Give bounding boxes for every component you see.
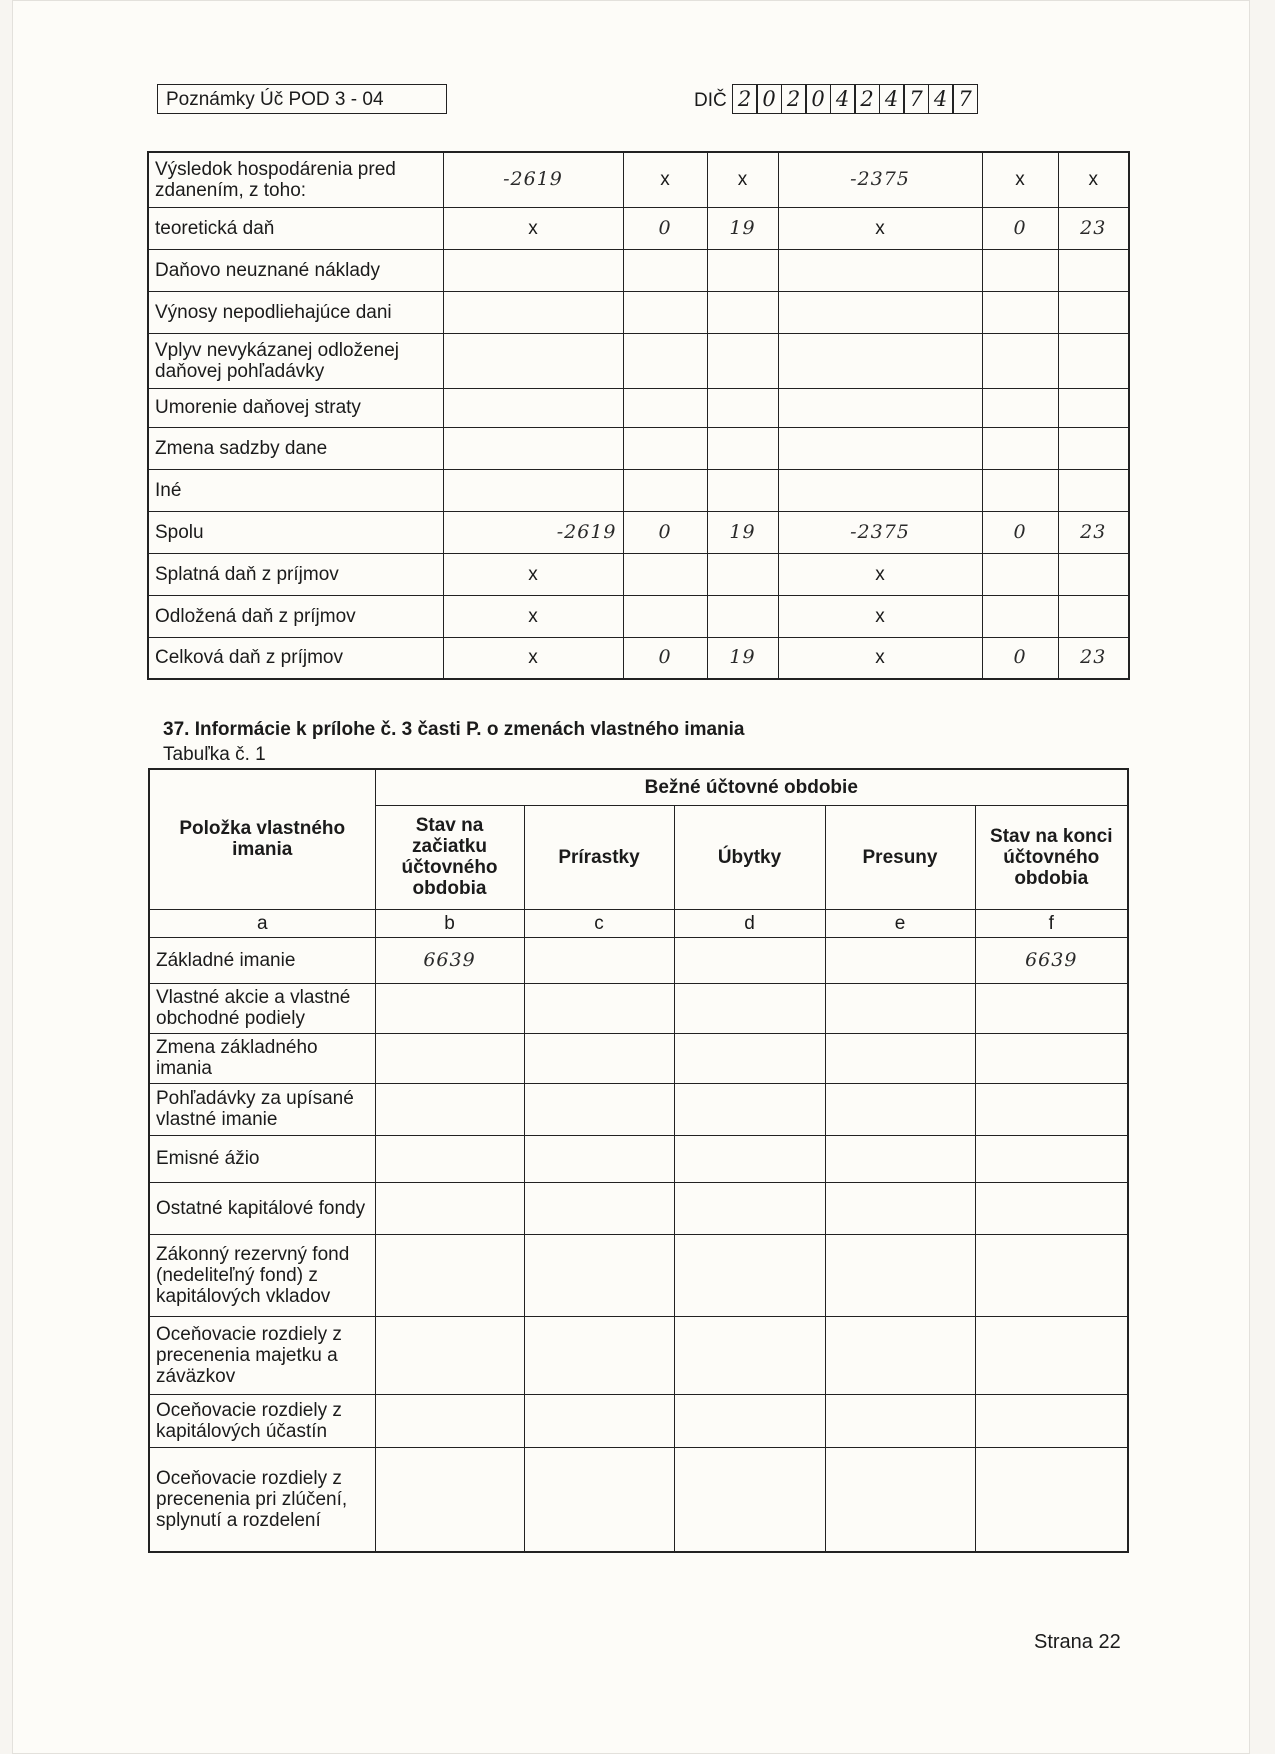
- column-header-end: Stav na konci účtovného obdobia: [975, 805, 1128, 909]
- header-row: [149, 769, 1128, 805]
- row-label: Oceňovacie rozdiely z kapitálových účastín: [149, 1394, 375, 1447]
- row-label: teoretická daň: [148, 207, 443, 249]
- column-letter: e: [825, 909, 975, 937]
- row-label: Oceňovacie rozdiely z precenenia majetku a záväzkov: [149, 1316, 375, 1394]
- table-cell: 0: [623, 207, 707, 249]
- table-cell: x: [443, 595, 623, 637]
- row-label: Výsledok hospodárenia pred zdanením, z toho:: [148, 152, 443, 207]
- table-cell: x: [443, 207, 623, 249]
- dic-digit: 0: [805, 84, 831, 114]
- column-letter: a: [149, 909, 375, 937]
- page-number: Strana 22: [1034, 1631, 1121, 1653]
- table-row: [149, 1447, 1128, 1552]
- table-row: [148, 511, 1129, 553]
- dic-label: DIČ: [694, 90, 727, 111]
- column-header-increase: Prírastky: [524, 805, 674, 909]
- table-cell: 23: [1058, 637, 1129, 679]
- table-cell: x: [623, 152, 707, 207]
- table-row: [148, 469, 1129, 511]
- table-cell: 6639: [375, 937, 524, 983]
- row-label: Spolu: [148, 511, 443, 553]
- table-row: [149, 1316, 1128, 1394]
- row-label: Vlastné akcie a vlastné obchodné podiely: [149, 983, 375, 1033]
- table-cell: 0: [982, 511, 1058, 553]
- table-cell: x: [1058, 152, 1129, 207]
- dic-digit-boxes: [733, 84, 978, 114]
- row-label: Základné imanie: [149, 937, 375, 983]
- table-cell: 0: [623, 511, 707, 553]
- column-letter: f: [975, 909, 1128, 937]
- equity-changes-table: [148, 768, 1129, 1553]
- row-label: Oceňovacie rozdiely z precenenia pri zlúčení, splynutí a rozdelení: [149, 1447, 375, 1552]
- row-label: Zmena základného imania: [149, 1033, 375, 1083]
- table-cell: 0: [982, 637, 1058, 679]
- row-label: Zákonný rezervný fond (nedeliteľný fond) z kapitálových vkladov: [149, 1234, 375, 1316]
- table-cell: 6639: [975, 937, 1128, 983]
- column-letter: b: [375, 909, 524, 937]
- table-cell: 19: [707, 637, 778, 679]
- row-label: Umorenie daňovej straty: [148, 388, 443, 427]
- table-row: [148, 249, 1129, 291]
- table-cell: -2375: [778, 511, 982, 553]
- table-row: [148, 333, 1129, 388]
- table-row: [149, 1394, 1128, 1447]
- table-cell: -2619: [443, 152, 623, 207]
- table-row: [148, 291, 1129, 333]
- table-cell: x: [707, 152, 778, 207]
- row-label: Emisné ážio: [149, 1135, 375, 1182]
- row-label: Iné: [148, 469, 443, 511]
- row-label: Pohľadávky za upísané vlastné imanie: [149, 1083, 375, 1135]
- section-title: 37. Informácie k prílohe č. 3 časti P. o zmenách vlastného imania: [163, 719, 745, 740]
- column-header-item: Položka vlastného imania: [149, 769, 375, 909]
- table-row: [148, 637, 1129, 679]
- table-cell: 19: [707, 511, 778, 553]
- table-row: [148, 427, 1129, 469]
- table-row: [148, 152, 1129, 207]
- dic-digit: 0: [756, 84, 782, 114]
- table-row: [148, 553, 1129, 595]
- row-label: Výnosy nepodliehajúce dani: [148, 291, 443, 333]
- dic-digit: 7: [903, 84, 929, 114]
- table-cell: 19: [707, 207, 778, 249]
- table-cell: -2619: [443, 511, 623, 553]
- table-row: [149, 1083, 1128, 1135]
- table-cell: x: [443, 637, 623, 679]
- table-cell: x: [778, 553, 982, 595]
- table-cell: 23: [1058, 207, 1129, 249]
- table-cell: 0: [982, 207, 1058, 249]
- letters-row: [149, 909, 1128, 937]
- table-label: Tabuľka č. 1: [163, 744, 266, 765]
- table-row: [148, 388, 1129, 427]
- column-header-transfer: Presuny: [825, 805, 975, 909]
- dic-digit: 2: [781, 84, 807, 114]
- row-label: Splatná daň z príjmov: [148, 553, 443, 595]
- column-header-decrease: Úbytky: [674, 805, 825, 909]
- table-row: [148, 595, 1129, 637]
- row-label: Daňovo neuznané náklady: [148, 249, 443, 291]
- row-label: Ostatné kapitálové fondy: [149, 1182, 375, 1234]
- table-cell: x: [778, 207, 982, 249]
- row-label: Zmena sadzby dane: [148, 427, 443, 469]
- table-row: [149, 1234, 1128, 1316]
- column-letter: d: [674, 909, 825, 937]
- dic-digit: 4: [928, 84, 954, 114]
- table-cell: -2375: [778, 152, 982, 207]
- column-letter: c: [524, 909, 674, 937]
- row-label: Odložená daň z príjmov: [148, 595, 443, 637]
- table-cell: x: [778, 637, 982, 679]
- table-row: [149, 1033, 1128, 1083]
- table-cell: 0: [623, 637, 707, 679]
- dic-digit: 2: [854, 84, 880, 114]
- dic-digit: 2: [732, 84, 758, 114]
- table-row: [149, 1135, 1128, 1182]
- tax-reconciliation-table: [147, 151, 1130, 680]
- table-row: [149, 937, 1128, 983]
- table-cell: x: [778, 595, 982, 637]
- dic-digit: 4: [879, 84, 905, 114]
- table-row: [149, 1182, 1128, 1234]
- table-cell: x: [982, 152, 1058, 207]
- table-row: [149, 983, 1128, 1033]
- row-label: Celková daň z príjmov: [148, 637, 443, 679]
- table-row: [148, 207, 1129, 249]
- row-label: Vplyv nevykázanej odloženej daňovej pohľadávky: [148, 333, 443, 388]
- dic-digit: 4: [830, 84, 856, 114]
- column-header-start: Stav na začiatku účtovného obdobia: [375, 805, 524, 909]
- column-header-period: Bežné účtovné obdobie: [375, 769, 1128, 805]
- notes-label: Poznámky Úč POD 3 - 04: [157, 84, 447, 114]
- dic-digit: 7: [952, 84, 978, 114]
- table-cell: x: [443, 553, 623, 595]
- table-cell: 23: [1058, 511, 1129, 553]
